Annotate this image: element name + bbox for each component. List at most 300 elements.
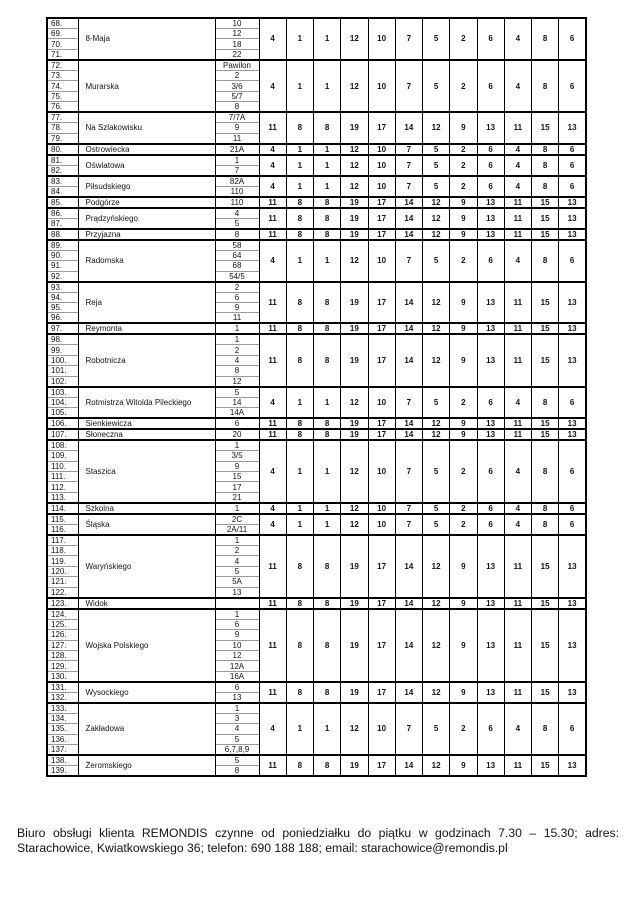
collection-day-cell: 5 xyxy=(423,144,450,155)
house-number-cell: 21A xyxy=(215,144,259,155)
footer-contact-info xyxy=(17,826,619,857)
street-name-cell: Murarska xyxy=(78,60,215,112)
row-number-cell: 97. xyxy=(47,323,78,334)
collection-day-cell: 15 xyxy=(532,609,559,682)
house-number-cell: 14 xyxy=(215,397,259,407)
table-row xyxy=(47,598,586,609)
house-number-cell: 5 xyxy=(215,566,259,576)
collection-day-cell: 8 xyxy=(314,535,341,598)
house-number-cell: 12A xyxy=(215,661,259,671)
collection-day-cell: 8 xyxy=(532,60,559,112)
collection-day-cell: 9 xyxy=(450,535,477,598)
house-number-cell: 1 xyxy=(215,535,259,546)
collection-day-cell: 19 xyxy=(341,197,368,208)
table-row xyxy=(47,197,586,208)
collection-day-cell: 8 xyxy=(286,682,313,703)
collection-day-cell: 8 xyxy=(532,144,559,155)
collection-day-cell: 9 xyxy=(450,112,477,143)
collection-day-cell: 13 xyxy=(477,112,504,143)
collection-day-cell: 14 xyxy=(395,418,422,429)
collection-day-cell: 7 xyxy=(395,387,422,418)
collection-day-cell: 8 xyxy=(286,197,313,208)
collection-day-cell: 19 xyxy=(341,609,368,682)
collection-day-cell: 8 xyxy=(314,197,341,208)
collection-day-cell: 17 xyxy=(368,429,395,440)
table-row xyxy=(47,334,586,345)
collection-day-cell: 12 xyxy=(341,144,368,155)
schedule-table-body xyxy=(47,18,586,776)
collection-day-cell: 8 xyxy=(314,429,341,440)
collection-day-cell: 9 xyxy=(450,323,477,334)
collection-day-cell: 13 xyxy=(477,598,504,609)
house-number-cell: 10 xyxy=(215,640,259,650)
collection-day-cell: 11 xyxy=(259,609,286,682)
collection-day-cell: 8 xyxy=(532,240,559,282)
collection-day-cell: 13 xyxy=(477,429,504,440)
collection-day-cell: 17 xyxy=(368,418,395,429)
collection-day-cell: 2 xyxy=(450,514,477,535)
house-number-cell: 6 xyxy=(215,292,259,302)
row-number-cell: 136. xyxy=(47,734,78,744)
collection-day-cell: 4 xyxy=(504,503,531,514)
collection-day-cell: 1 xyxy=(314,60,341,112)
street-name-cell: Radomska xyxy=(78,240,215,282)
collection-day-cell: 1 xyxy=(314,703,341,755)
collection-day-cell: 19 xyxy=(341,334,368,386)
collection-day-cell: 1 xyxy=(286,703,313,755)
street-name-cell: Zakładowa xyxy=(78,703,215,755)
collection-day-cell: 10 xyxy=(368,514,395,535)
collection-day-cell: 8 xyxy=(532,703,559,755)
collection-day-cell: 11 xyxy=(504,208,531,229)
collection-day-cell: 8 xyxy=(314,418,341,429)
row-number-cell: 82. xyxy=(47,165,78,176)
collection-day-cell: 9 xyxy=(450,208,477,229)
collection-day-cell: 11 xyxy=(504,229,531,240)
collection-day-cell: 8 xyxy=(286,429,313,440)
row-number-cell: 70. xyxy=(47,39,78,49)
table-row xyxy=(47,176,586,187)
row-number-cell: 115. xyxy=(47,514,78,525)
row-number-cell: 101. xyxy=(47,366,78,376)
collection-day-cell: 2 xyxy=(450,144,477,155)
collection-day-cell: 9 xyxy=(450,418,477,429)
collection-day-cell: 12 xyxy=(341,176,368,197)
collection-day-cell: 5 xyxy=(423,60,450,112)
collection-day-cell: 8 xyxy=(532,176,559,197)
collection-day-cell: 14 xyxy=(395,334,422,386)
house-number-cell: 12 xyxy=(215,376,259,387)
collection-day-cell: 6 xyxy=(477,703,504,755)
street-name-cell: Staszica xyxy=(78,440,215,503)
row-number-cell: 125. xyxy=(47,619,78,629)
collection-day-cell: 2 xyxy=(450,60,477,112)
collection-day-cell: 7 xyxy=(395,155,422,176)
collection-day-cell: 6 xyxy=(477,18,504,60)
row-number-cell: 111. xyxy=(47,472,78,482)
collection-day-cell: 8 xyxy=(286,334,313,386)
collection-day-cell: 12 xyxy=(341,440,368,503)
collection-day-cell: 11 xyxy=(504,334,531,386)
collection-day-cell: 1 xyxy=(314,240,341,282)
collection-day-cell: 13 xyxy=(559,755,586,776)
collection-day-cell: 19 xyxy=(341,208,368,229)
row-number-cell: 92. xyxy=(47,271,78,282)
street-name-cell: Ostrowiecka xyxy=(78,144,215,155)
collection-day-cell: 11 xyxy=(259,323,286,334)
collection-day-cell: 15 xyxy=(532,208,559,229)
collection-day-cell: 4 xyxy=(259,387,286,418)
collection-day-cell: 7 xyxy=(395,240,422,282)
row-number-cell: 121. xyxy=(47,577,78,587)
row-number-cell: 93. xyxy=(47,282,78,293)
house-number-cell: 5 xyxy=(215,734,259,744)
collection-day-cell: 11 xyxy=(259,197,286,208)
house-number-cell: 20 xyxy=(215,429,259,440)
collection-day-cell: 9 xyxy=(450,609,477,682)
table-row xyxy=(47,112,586,123)
house-number-cell: 54/5 xyxy=(215,271,259,282)
row-number-cell: 94. xyxy=(47,292,78,302)
collection-day-cell: 10 xyxy=(368,155,395,176)
collection-day-cell: 1 xyxy=(314,18,341,60)
house-number-cell: 2 xyxy=(215,345,259,355)
collection-day-cell: 13 xyxy=(559,429,586,440)
row-number-cell: 86. xyxy=(47,208,78,219)
row-number-cell: 139. xyxy=(47,766,78,777)
street-name-cell: Szkolna xyxy=(78,503,215,514)
collection-day-cell: 1 xyxy=(314,155,341,176)
house-number-cell: 8 xyxy=(215,766,259,777)
collection-day-cell: 1 xyxy=(286,440,313,503)
table-row xyxy=(47,755,586,766)
row-number-cell: 78. xyxy=(47,123,78,133)
collection-day-cell: 13 xyxy=(559,323,586,334)
collection-day-cell: 8 xyxy=(532,387,559,418)
row-number-cell: 69. xyxy=(47,29,78,39)
collection-day-cell: 15 xyxy=(532,682,559,703)
collection-day-cell: 4 xyxy=(259,514,286,535)
collection-day-cell: 1 xyxy=(286,155,313,176)
collection-day-cell: 11 xyxy=(259,229,286,240)
collection-day-cell: 19 xyxy=(341,429,368,440)
row-number-cell: 88. xyxy=(47,229,78,240)
collection-day-cell: 15 xyxy=(532,418,559,429)
collection-day-cell: 13 xyxy=(559,197,586,208)
collection-day-cell: 13 xyxy=(477,229,504,240)
collection-day-cell: 19 xyxy=(341,598,368,609)
collection-day-cell: 10 xyxy=(368,18,395,60)
collection-day-cell: 11 xyxy=(259,418,286,429)
street-name-cell: 8-Maja xyxy=(78,18,215,60)
house-number-cell: 6 xyxy=(215,682,259,693)
house-number-cell: 7 xyxy=(215,165,259,176)
house-number-cell: 5 xyxy=(215,218,259,229)
row-number-cell: 117. xyxy=(47,535,78,546)
collection-day-cell: 6 xyxy=(559,144,586,155)
collection-day-cell: 12 xyxy=(341,514,368,535)
collection-day-cell: 8 xyxy=(314,334,341,386)
collection-day-cell: 12 xyxy=(341,503,368,514)
collection-day-cell: 5 xyxy=(423,155,450,176)
house-number-cell: 2A/11 xyxy=(215,524,259,535)
collection-day-cell: 19 xyxy=(341,323,368,334)
collection-day-cell: 5 xyxy=(423,703,450,755)
collection-day-cell: 5 xyxy=(423,514,450,535)
collection-day-cell: 11 xyxy=(259,682,286,703)
collection-day-cell: 8 xyxy=(314,323,341,334)
collection-day-cell: 12 xyxy=(341,703,368,755)
collection-day-cell: 12 xyxy=(341,18,368,60)
collection-day-cell: 7 xyxy=(395,176,422,197)
collection-day-cell: 19 xyxy=(341,418,368,429)
house-number-cell: 1 xyxy=(215,440,259,451)
house-number-cell: 8 xyxy=(215,102,259,113)
collection-day-cell: 15 xyxy=(532,323,559,334)
collection-day-cell: 13 xyxy=(477,323,504,334)
collection-day-cell: 8 xyxy=(286,112,313,143)
street-name-cell: Wojska Polskiego xyxy=(78,609,215,682)
house-number-cell: 21 xyxy=(215,492,259,503)
collection-day-cell: 19 xyxy=(341,282,368,324)
house-number-cell: 110 xyxy=(215,197,259,208)
collection-day-cell: 1 xyxy=(286,176,313,197)
collection-day-cell: 10 xyxy=(368,144,395,155)
row-number-cell: 89. xyxy=(47,240,78,251)
row-number-cell: 131. xyxy=(47,682,78,693)
collection-day-cell: 12 xyxy=(423,429,450,440)
row-number-cell: 124. xyxy=(47,609,78,620)
house-number-cell: 2C xyxy=(215,514,259,525)
row-number-cell: 72. xyxy=(47,60,78,71)
collection-day-cell: 1 xyxy=(314,503,341,514)
house-number-cell: 12 xyxy=(215,29,259,39)
collection-day-cell: 19 xyxy=(341,112,368,143)
collection-day-cell: 12 xyxy=(423,755,450,776)
table-row xyxy=(47,387,586,398)
collection-day-cell: 4 xyxy=(504,514,531,535)
collection-day-cell: 1 xyxy=(286,387,313,418)
collection-day-cell: 12 xyxy=(423,334,450,386)
collection-day-cell: 1 xyxy=(314,176,341,197)
house-number-cell: 5 xyxy=(215,387,259,398)
collection-day-cell: 2 xyxy=(450,703,477,755)
collection-day-cell: 6 xyxy=(477,240,504,282)
collection-day-cell: 6 xyxy=(477,514,504,535)
street-name-cell: Widok xyxy=(78,598,215,609)
street-name-cell: Przyjazna xyxy=(78,229,215,240)
collection-day-cell: 14 xyxy=(395,229,422,240)
collection-day-cell: 4 xyxy=(259,144,286,155)
table-row xyxy=(47,440,586,451)
house-number-cell: 17 xyxy=(215,482,259,492)
collection-day-cell: 5 xyxy=(423,176,450,197)
collection-day-cell: 2 xyxy=(450,176,477,197)
house-number-cell: 82A xyxy=(215,176,259,187)
collection-day-cell: 11 xyxy=(504,323,531,334)
row-number-cell: 133. xyxy=(47,703,78,714)
collection-day-cell: 1 xyxy=(286,144,313,155)
house-number-cell: 5A xyxy=(215,577,259,587)
collection-day-cell: 13 xyxy=(559,598,586,609)
collection-day-cell: 9 xyxy=(450,197,477,208)
collection-day-cell: 12 xyxy=(423,229,450,240)
collection-day-cell: 17 xyxy=(368,112,395,143)
collection-day-cell: 19 xyxy=(341,755,368,776)
collection-day-cell: 14 xyxy=(395,609,422,682)
collection-day-cell: 6 xyxy=(559,18,586,60)
collection-day-cell: 10 xyxy=(368,703,395,755)
row-number-cell: 99. xyxy=(47,345,78,355)
footer-line-1: Biuro obsługi klienta REMONDIS czynne od poniedziałku do piątku w godzinach 7.30 – 15.30; adres: xyxy=(17,826,619,840)
collection-day-cell: 7 xyxy=(395,144,422,155)
row-number-cell: 107. xyxy=(47,429,78,440)
collection-day-cell: 12 xyxy=(341,60,368,112)
collection-day-cell: 14 xyxy=(395,208,422,229)
house-number-cell: 9 xyxy=(215,302,259,312)
collection-day-cell: 7 xyxy=(395,503,422,514)
collection-day-cell: 14 xyxy=(395,282,422,324)
house-number-cell: 3/6 xyxy=(215,81,259,91)
collection-day-cell: 8 xyxy=(314,598,341,609)
collection-day-cell: 15 xyxy=(532,282,559,324)
house-number-cell: 14A xyxy=(215,408,259,419)
collection-day-cell: 6 xyxy=(477,387,504,418)
collection-day-cell: 7 xyxy=(395,703,422,755)
row-number-cell: 137. xyxy=(47,745,78,756)
table-row xyxy=(47,208,586,219)
row-number-cell: 95. xyxy=(47,302,78,312)
collection-day-cell: 12 xyxy=(423,282,450,324)
collection-day-cell: 13 xyxy=(477,755,504,776)
collection-day-cell: 6 xyxy=(559,703,586,755)
collection-day-cell: 12 xyxy=(423,197,450,208)
collection-day-cell: 8 xyxy=(314,229,341,240)
collection-day-cell: 8 xyxy=(286,609,313,682)
collection-day-cell: 11 xyxy=(504,598,531,609)
collection-day-cell: 12 xyxy=(341,240,368,282)
collection-day-cell: 10 xyxy=(368,387,395,418)
collection-day-cell: 17 xyxy=(368,282,395,324)
collection-day-cell: 13 xyxy=(559,609,586,682)
collection-day-cell: 4 xyxy=(259,440,286,503)
table-row xyxy=(47,609,586,620)
collection-day-cell: 1 xyxy=(314,144,341,155)
collection-day-cell: 8 xyxy=(286,418,313,429)
house-number-cell: 4 xyxy=(215,724,259,734)
collection-day-cell: 17 xyxy=(368,535,395,598)
collection-day-cell: 13 xyxy=(477,682,504,703)
row-number-cell: 100. xyxy=(47,355,78,365)
row-number-cell: 127. xyxy=(47,640,78,650)
row-number-cell: 110. xyxy=(47,461,78,471)
collection-day-cell: 11 xyxy=(504,609,531,682)
collection-day-cell: 8 xyxy=(532,503,559,514)
row-number-cell: 71. xyxy=(47,49,78,60)
collection-day-cell: 13 xyxy=(477,197,504,208)
collection-day-cell: 9 xyxy=(450,598,477,609)
collection-day-cell: 11 xyxy=(259,334,286,386)
house-number-cell: 13 xyxy=(215,587,259,598)
collection-day-cell: 17 xyxy=(368,755,395,776)
collection-day-cell: 2 xyxy=(450,240,477,282)
collection-day-cell: 1 xyxy=(286,514,313,535)
street-name-cell: Żeromskiego xyxy=(78,755,215,776)
street-name-cell: Robotnicza xyxy=(78,334,215,386)
footer-line-2: Starachowice, Kwiatkowskiego 36; telefon: 690 188 188; email: starachowice@remondis.pl xyxy=(17,841,508,856)
street-name-cell: Słoneczna xyxy=(78,429,215,440)
collection-day-cell: 11 xyxy=(259,598,286,609)
collection-day-cell: 14 xyxy=(395,755,422,776)
collection-day-cell: 5 xyxy=(423,18,450,60)
collection-day-cell: 19 xyxy=(341,535,368,598)
row-number-cell: 109. xyxy=(47,451,78,461)
house-number-cell: 11 xyxy=(215,313,259,324)
collection-day-cell: 11 xyxy=(259,112,286,143)
row-number-cell: 81. xyxy=(47,155,78,166)
collection-day-cell: 11 xyxy=(259,535,286,598)
collection-day-cell: 17 xyxy=(368,682,395,703)
house-number-cell: 1 xyxy=(215,155,259,166)
collection-day-cell: 15 xyxy=(532,755,559,776)
house-number-cell: 12 xyxy=(215,650,259,660)
collection-day-cell: 4 xyxy=(504,703,531,755)
collection-day-cell: 17 xyxy=(368,334,395,386)
collection-day-cell: 2 xyxy=(450,155,477,176)
collection-day-cell: 10 xyxy=(368,176,395,197)
row-number-cell: 105. xyxy=(47,408,78,419)
collection-day-cell: 6 xyxy=(559,387,586,418)
collection-day-cell: 12 xyxy=(341,387,368,418)
collection-day-cell: 13 xyxy=(559,682,586,703)
row-number-cell: 102. xyxy=(47,376,78,387)
table-row xyxy=(47,240,586,251)
collection-day-cell: 13 xyxy=(559,282,586,324)
row-number-cell: 103. xyxy=(47,387,78,398)
collection-day-cell: 9 xyxy=(450,429,477,440)
house-number-cell: 4 xyxy=(215,556,259,566)
collection-day-cell: 8 xyxy=(532,18,559,60)
collection-day-cell: 4 xyxy=(259,176,286,197)
row-number-cell: 68. xyxy=(47,18,78,29)
collection-day-cell: 17 xyxy=(368,208,395,229)
collection-day-cell: 2 xyxy=(450,440,477,503)
house-number-cell: 1 xyxy=(215,323,259,334)
collection-day-cell: 7 xyxy=(395,18,422,60)
collection-day-cell: 4 xyxy=(504,240,531,282)
row-number-cell: 126. xyxy=(47,630,78,640)
collection-day-cell: 1 xyxy=(286,503,313,514)
row-number-cell: 74. xyxy=(47,81,78,91)
row-number-cell: 138. xyxy=(47,755,78,766)
collection-day-cell: 12 xyxy=(341,155,368,176)
row-number-cell: 130. xyxy=(47,671,78,682)
street-name-cell: Wysockiego xyxy=(78,682,215,703)
collection-day-cell: 8 xyxy=(314,208,341,229)
row-number-cell: 96. xyxy=(47,313,78,324)
collection-day-cell: 12 xyxy=(423,535,450,598)
collection-day-cell: 14 xyxy=(395,323,422,334)
collection-day-cell: 11 xyxy=(504,682,531,703)
collection-day-cell: 5 xyxy=(423,387,450,418)
collection-day-cell: 5 xyxy=(423,240,450,282)
collection-day-cell: 4 xyxy=(504,144,531,155)
collection-day-cell: 8 xyxy=(286,229,313,240)
house-number-cell: 18 xyxy=(215,39,259,49)
collection-day-cell: 7 xyxy=(395,440,422,503)
house-number-cell: 58 xyxy=(215,240,259,251)
house-number-cell: 1 xyxy=(215,609,259,620)
